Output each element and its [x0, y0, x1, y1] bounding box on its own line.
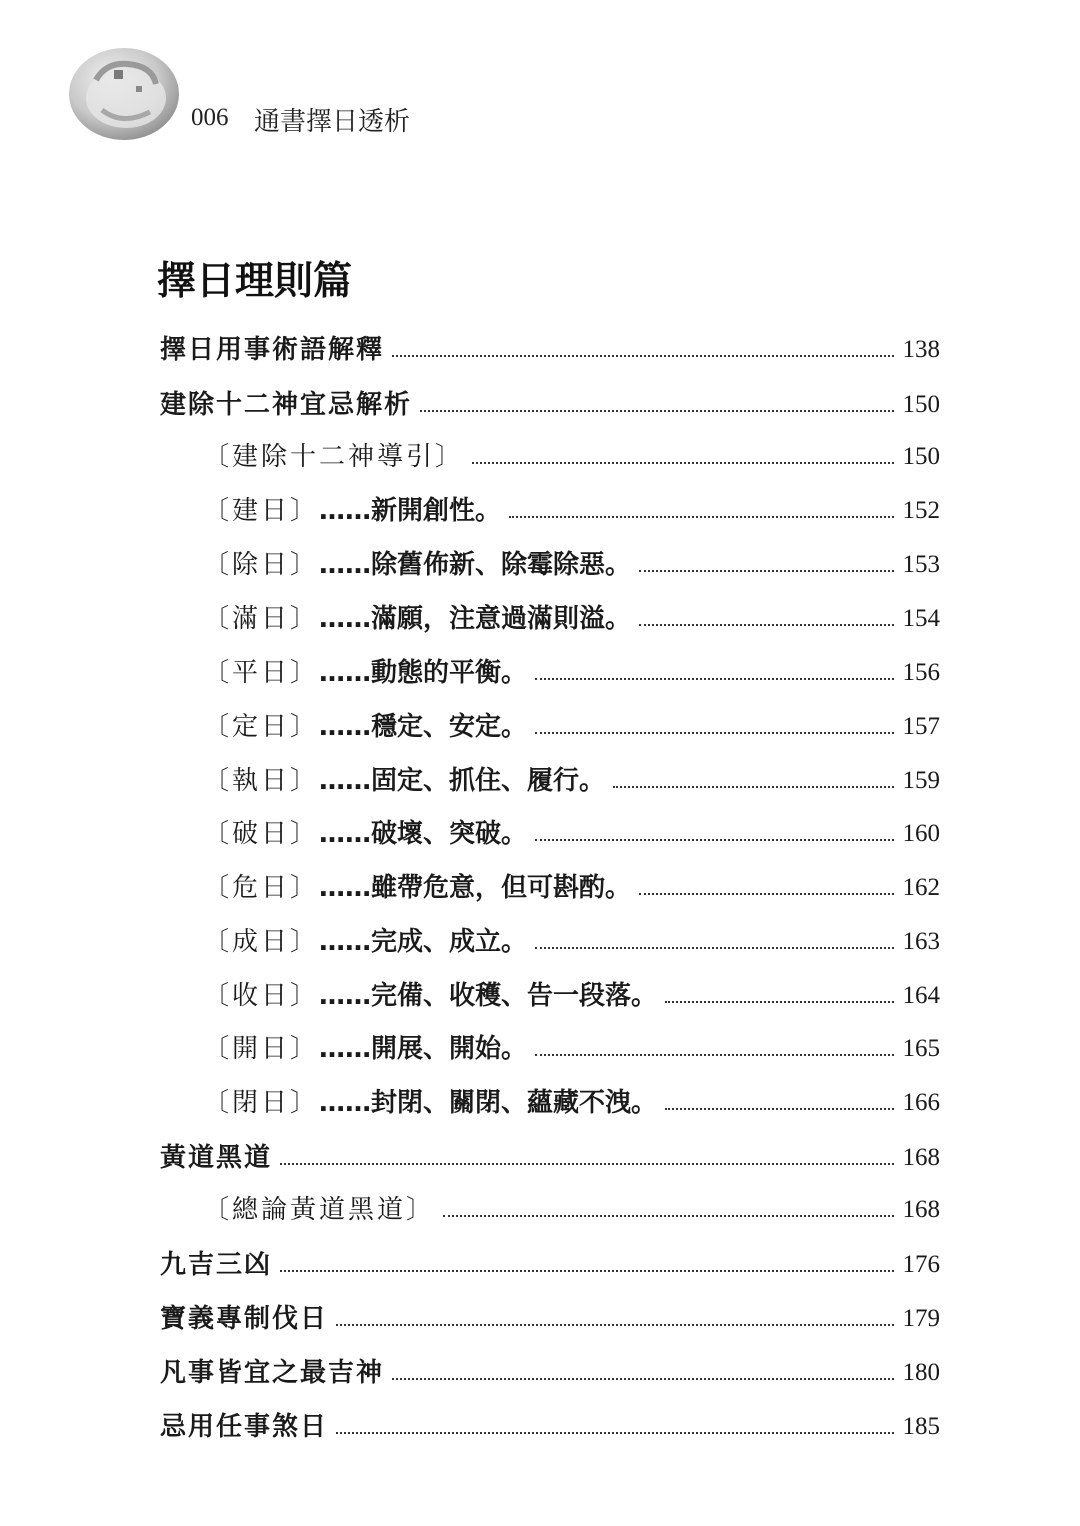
dot-leader — [613, 786, 894, 788]
toc-entry-title: 忌用任事煞日 — [160, 1412, 329, 1442]
toc-entry[interactable] — [160, 1245, 940, 1281]
toc-subentry-desc: ……開展、開始。 — [319, 1034, 528, 1064]
header-page-number: 006 — [191, 104, 229, 131]
toc-subentry-label: 〔除日〕 — [203, 550, 320, 580]
toc-subentry-label: 〔平日〕 — [203, 658, 320, 688]
dot-leader — [336, 1432, 894, 1434]
toc-page-number: 168 — [902, 1144, 940, 1171]
toc-entry[interactable] — [160, 1407, 940, 1443]
dot-leader — [535, 1054, 894, 1056]
toc-page-number: 166 — [902, 1089, 940, 1116]
toc-page-number: 165 — [902, 1035, 940, 1062]
toc-entry-title: 九吉三凶 — [160, 1250, 273, 1280]
toc-subentry-desc: ……雖帶危意，但可斟酌。 — [319, 873, 632, 903]
toc-subentry-label: 〔建日〕 — [203, 496, 320, 526]
toc-subentry[interactable] — [203, 1190, 940, 1226]
toc-entry-title: 寶義專制伐日 — [160, 1304, 329, 1334]
dot-leader — [535, 947, 894, 949]
dot-leader — [392, 1378, 894, 1380]
toc-subentry-desc: ……完成、成立。 — [319, 927, 528, 957]
toc-entry-title: 建除十二神宜忌解析 — [160, 390, 413, 420]
toc-subentry-desc: ……滿願，注意過滿則溢。 — [319, 604, 632, 634]
toc-entry[interactable] — [160, 1138, 940, 1174]
toc-page-number: 176 — [902, 1251, 940, 1278]
toc-page-number: 160 — [902, 820, 940, 847]
toc-subentry-label: 〔收日〕 — [203, 981, 320, 1011]
book-logo-icon — [66, 40, 184, 144]
toc-entry[interactable] — [160, 385, 940, 421]
toc-subentry[interactable] — [203, 491, 940, 527]
toc-subentry[interactable] — [203, 1083, 940, 1119]
section-heading: 擇日理則篇 — [157, 259, 353, 304]
dot-leader — [472, 462, 894, 464]
toc-entry[interactable] — [160, 1299, 940, 1335]
dot-leader — [336, 1324, 894, 1326]
toc-subentry-label: 〔執日〕 — [203, 766, 320, 796]
dot-leader — [280, 1270, 894, 1272]
toc-subentry-desc: ……除舊佈新、除霉除惡。 — [319, 550, 632, 580]
toc-subentry-desc: ……動態的平衡。 — [319, 658, 528, 688]
header-book-title: 通書擇日透析 — [254, 107, 411, 137]
toc-subentry[interactable] — [203, 868, 940, 904]
toc-page-number: 154 — [902, 605, 940, 632]
toc-subentry[interactable] — [203, 599, 940, 635]
dot-leader — [639, 893, 894, 895]
toc-subentry-desc: ……封閉、關閉、蘊藏不洩。 — [319, 1088, 658, 1118]
dot-leader — [443, 1215, 894, 1217]
dot-leader — [280, 1163, 894, 1165]
toc-page-number: 164 — [902, 982, 940, 1009]
toc-page-number: 162 — [902, 874, 940, 901]
toc-subentry-label: 〔破日〕 — [203, 819, 320, 849]
toc-page-number: 156 — [902, 659, 940, 686]
toc-subentry[interactable] — [203, 814, 940, 850]
toc-subentry[interactable] — [203, 653, 940, 689]
toc-subentry-label: 〔危日〕 — [203, 873, 320, 903]
toc-subentry-desc: ……完備、收穫、告一段落。 — [319, 981, 658, 1011]
dot-leader — [665, 1108, 894, 1110]
toc-page-number: 150 — [902, 443, 940, 470]
toc-subentry-label: 〔建除十二神導引〕 — [203, 442, 465, 472]
dot-leader — [392, 355, 894, 357]
dot-leader — [509, 516, 894, 518]
toc-page-number: 153 — [902, 551, 940, 578]
dot-leader — [665, 1001, 894, 1003]
toc-subentry-label: 〔開日〕 — [203, 1034, 320, 1064]
toc-page-number: 150 — [902, 391, 940, 418]
toc-subentry[interactable] — [203, 545, 940, 581]
toc-subentry[interactable] — [203, 707, 940, 743]
dot-leader — [535, 732, 894, 734]
toc-entry-title: 黃道黑道 — [160, 1143, 273, 1173]
toc-subentry-label: 〔成日〕 — [203, 927, 320, 957]
toc-page-number: 168 — [902, 1196, 940, 1223]
toc-subentry[interactable] — [203, 976, 940, 1012]
toc-subentry-label: 〔總論黃道黑道〕 — [203, 1195, 436, 1225]
toc-subentry-label: 〔閉日〕 — [203, 1088, 320, 1118]
toc-entry-title: 擇日用事術語解釋 — [160, 335, 385, 365]
toc-subentry[interactable] — [203, 437, 940, 473]
toc-subentry-desc: ……新開創性。 — [319, 496, 502, 526]
toc-subentry[interactable] — [203, 1029, 940, 1065]
dot-leader — [420, 410, 894, 412]
dot-leader — [535, 839, 894, 841]
toc-subentry-desc: ……固定、抓住、履行。 — [319, 766, 606, 796]
toc-subentry-label: 〔定日〕 — [203, 712, 320, 742]
toc-page-number: 157 — [902, 713, 940, 740]
toc-subentry[interactable] — [203, 922, 940, 958]
dot-leader — [639, 570, 894, 572]
toc-page-number: 138 — [902, 336, 940, 363]
toc-subentry[interactable] — [203, 761, 940, 797]
toc-page-number: 152 — [902, 497, 940, 524]
toc-entry-title: 凡事皆宜之最吉神 — [160, 1358, 385, 1388]
toc-entry[interactable] — [160, 1353, 940, 1389]
toc-page-number: 179 — [902, 1305, 940, 1332]
dot-leader — [535, 678, 894, 680]
toc-subentry-desc: ……破壞、突破。 — [319, 819, 528, 849]
toc-page-number: 163 — [902, 928, 940, 955]
toc-subentry-label: 〔滿日〕 — [203, 604, 320, 634]
toc-page-number: 185 — [902, 1413, 940, 1440]
dot-leader — [639, 624, 894, 626]
toc-subentry-desc: ……穩定、安定。 — [319, 712, 528, 742]
toc-page-number: 180 — [902, 1359, 940, 1386]
toc-entry[interactable] — [160, 330, 940, 366]
toc-page-number: 159 — [902, 767, 940, 794]
